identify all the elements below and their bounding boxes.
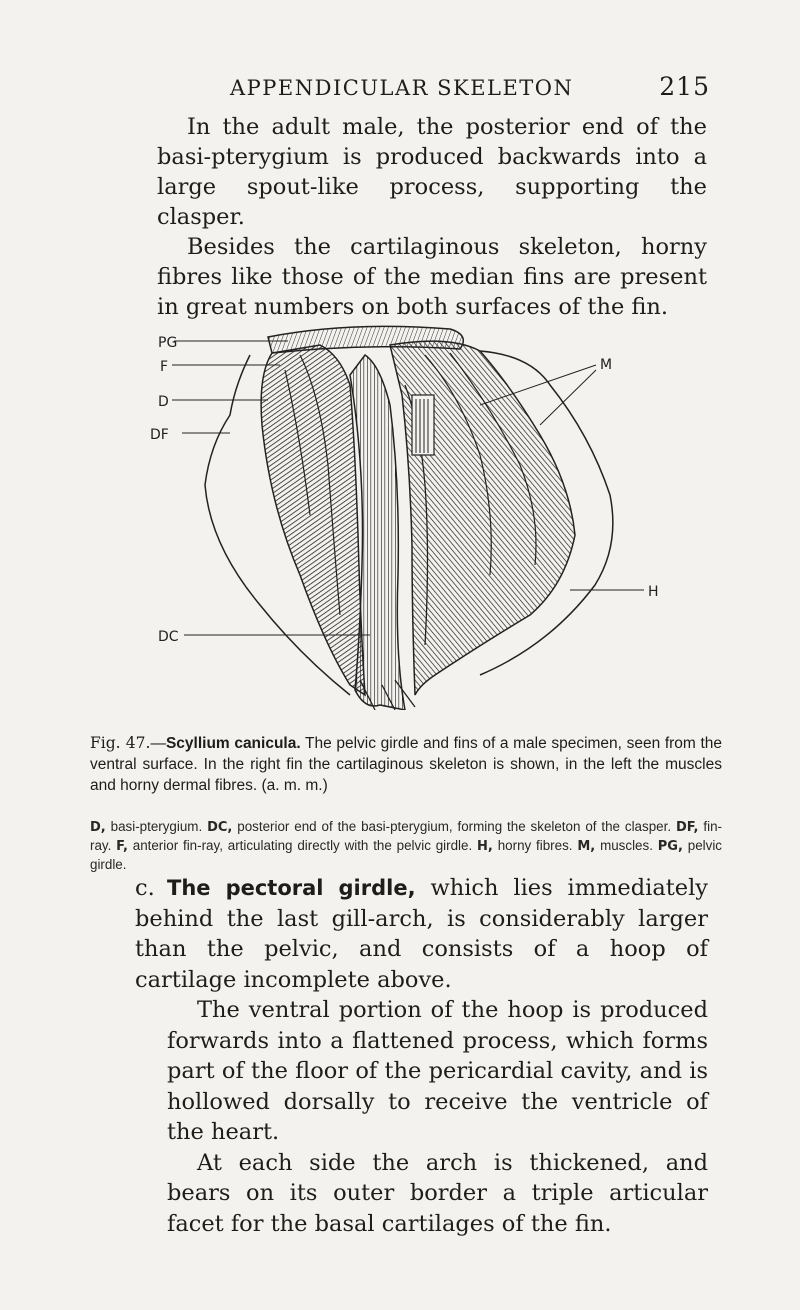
figure-species: Scyllium canicula.	[165, 735, 301, 752]
label-df: DF	[150, 427, 169, 443]
paragraph-pectoral-intro	[135, 873, 708, 995]
legend-key: DF,	[675, 820, 699, 835]
legend-text: basi-pterygium.	[110, 819, 203, 834]
label-pg: PG	[158, 335, 178, 351]
figure-caption: Fig. 47.—Scyllium canicula. The pelvic girdle and fins of a male specimen, seen from the ventral surface. In the right fin the cartilaginous skeleton is shown, in the left the muscles and horny dermal fibres. (a. m. m.)	[90, 734, 722, 794]
legend-key: D,	[90, 820, 106, 835]
paragraph-ventral-portion: The ventral portion of the hoop is produced forwards into a flattened process, which forms part of the floor of the pericardial cavity, and is hollowed dorsally to receive the ventricle of the heart.	[167, 997, 708, 1145]
label-f: F	[160, 359, 169, 375]
running-head: APPENDICULAR SKELETON	[230, 76, 574, 100]
legend-key: DC,	[207, 820, 233, 835]
legend-text: horny fibres.	[497, 838, 573, 853]
label-m: M	[600, 357, 613, 373]
legend-text: fin-ray.	[90, 819, 722, 853]
legend-key: F,	[116, 839, 128, 854]
label-d: D	[158, 394, 169, 410]
section-marker: c.	[135, 875, 155, 901]
legend-key: M,	[577, 839, 596, 854]
section-keyword: The pectoral girdle,	[167, 876, 416, 900]
legend-text: muscles.	[600, 838, 653, 853]
figure-legend	[90, 818, 722, 874]
legend-text: anterior fin-ray, articulating directly with the pelvic girdle.	[132, 838, 473, 853]
legend-key: PG,	[657, 839, 683, 854]
right-fin-skeleton	[390, 341, 575, 695]
paragraph-pectoral-intro-text: which lies immediately behind the last gill-arch, is considerably larger than the pelvic, and consists of a hoop of cartilage incomplete above.	[135, 875, 709, 993]
figure-number: Fig. 47.	[90, 734, 151, 752]
paragraph-horny-fibres: Besides the cartilaginous skeleton, horny fibres like those of the median fins are present in great numbers on both surfaces of the fin.	[157, 234, 707, 320]
left-fin-muscles	[261, 345, 365, 695]
legend-text: pelvic girdle.	[90, 838, 722, 872]
page-header	[230, 72, 710, 101]
paragraph-clasper: In the adult male, the posterior end of the basi-pterygium is produced backwards into a large spout-like process, supporting the clasper.	[157, 114, 707, 230]
figure-pelvic-girdle-illustration	[150, 315, 750, 710]
label-h: H	[648, 584, 659, 600]
legend-key: H,	[477, 839, 493, 854]
label-dc: DC	[158, 629, 179, 645]
legend-text: posterior end of the basi-pterygium, forming the skeleton of the clasper.	[237, 819, 672, 834]
paragraph-articular-facet: At each side the arch is thickened, and bears on its outer border a triple articular facet for the basal cartilages of the fin.	[167, 1149, 708, 1237]
page-number: 215	[659, 72, 710, 101]
figure-caption-text: The pelvic girdle and fins of a male specimen, seen from the ventral surface. In the right fin the cartilaginous skeleton is shown, in the left the muscles and horny dermal fibres. (a. m. m.)	[90, 735, 722, 794]
section-pectoral-girdle	[135, 873, 708, 1239]
